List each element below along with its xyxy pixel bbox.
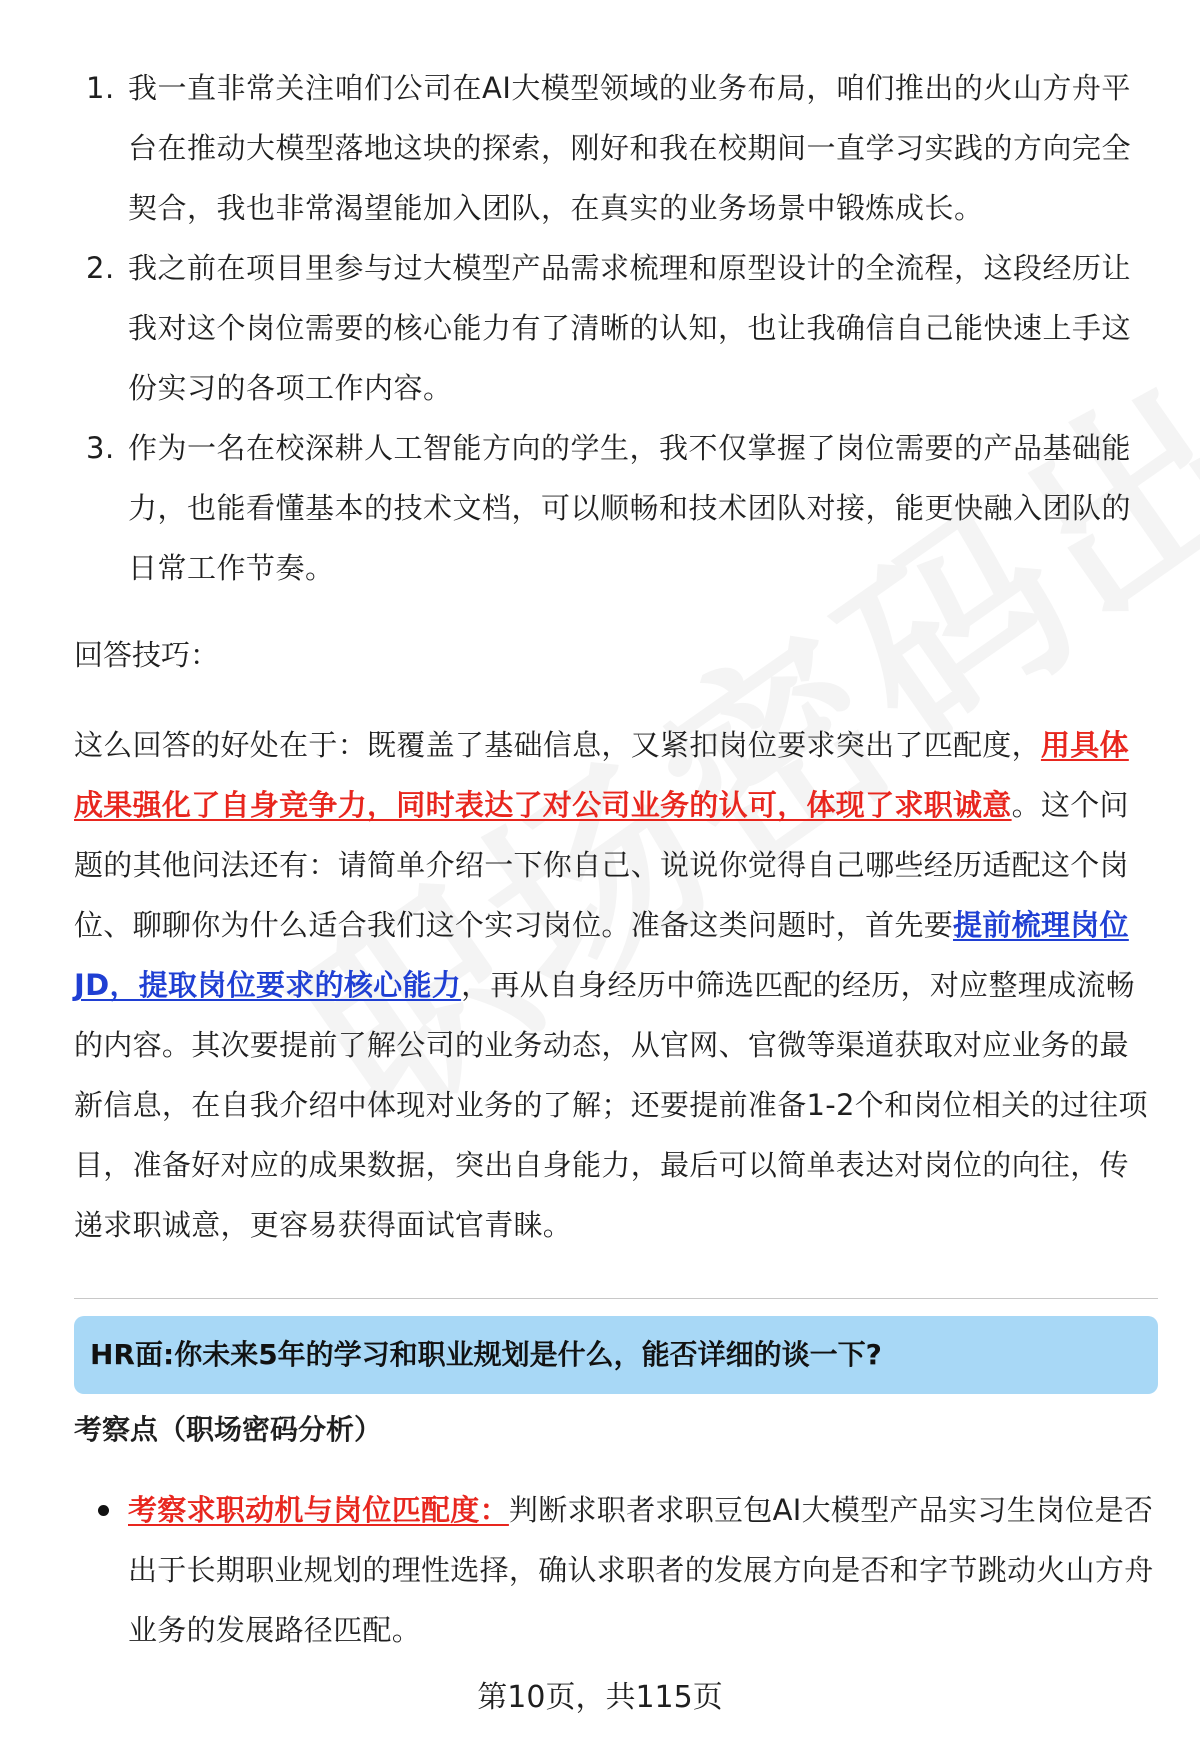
list-text: 我之前在项目里参与过大模型产品需求梳理和原型设计的全流程，这段经历让我对这个岗位需要的核心能力有了清晰的认知，也让我确信自己能快速上手这份实习的各项工作内容。 [128,251,1132,405]
tips-highlight-blue: 提前梳理岗位JD，提取岗位要求的核心能力 [74,908,1129,1002]
bullet-label: 考察求职动机与岗位匹配度： [128,1493,509,1527]
tips-highlight-red: 用具体成果强化了自身竞争力，同时表达了对公司业务的认可，体现了求职诚意 [74,728,1129,822]
bullet-dot-icon [98,1505,109,1516]
bullet-list [74,1480,1154,1660]
list-item [74,418,1154,598]
list-text: 作为一名在校深耕人工智能方向的学生，我不仅掌握了岗位需要的产品基础能力，也能看懂基本的技术文档，可以顺畅和技术团队对接，能更快融入团队的日常工作节奏。 [128,431,1132,585]
list-number: 2. [86,251,115,285]
intro-list [74,58,1154,598]
list-text: 我一直非常关注咱们公司在AI大模型领域的业务布局，咱们推出的火山方舟平台在推动大模型落地这块的探索，刚好和我在校期间一直学习实践的方向完全契合，我也非常渴望能加入团队，在真实的业务场景中锻炼成长。 [128,71,1132,225]
section-divider [74,1298,1158,1299]
section-title: 考察点（职场密码分析） [74,1413,383,1446]
bullet-text: 判断求职者求职豆包AI大模型产品实习生岗位是否出于长期职业规划的理性选择，确认求职者的发展方向是否和字节跳动火山方舟业务的发展路径匹配。 [128,1493,1154,1647]
list-number: 1. [86,71,115,105]
tips-text-1: 这么回答的好处在于：既覆盖了基础信息，又紧扣岗位要求突出了匹配度， [74,728,1041,762]
tips-text-2: 。这个问题的其他问法还有：请简单介绍一下你自己、说说你觉得自己哪些经历适配这个岗位、聊聊你为什么适合我们这个实习岗位。准备这类问题时，首先要 [74,788,1129,942]
tips-label: 回答技巧： [74,638,220,672]
question-banner [74,1316,1158,1394]
list-item [74,238,1154,418]
list-item [74,58,1154,238]
page-footer: 第10页，共115页 [477,1680,723,1715]
tips-paragraph [74,715,1154,1255]
bullet-item [74,1480,1154,1660]
list-number: 3. [86,431,115,465]
question-text: HR面:你未来5年的学习和职业规划是什么，能否详细的谈一下? [90,1338,882,1371]
tips-text-3: ，再从自身经历中筛选匹配的经历，对应整理成流畅的内容。其次要提前了解公司的业务动态，从官网、官微等渠道获取对应业务的最新信息，在自我介绍中体现对业务的了解；还要提前准备1-2个和岗位相关的过往项目，准备好对应的成果数据，突出自身能力，最后可以简单表达对岗位的向往，传递求职诚意，更容易获得面试官青睐。 [74,968,1148,1242]
